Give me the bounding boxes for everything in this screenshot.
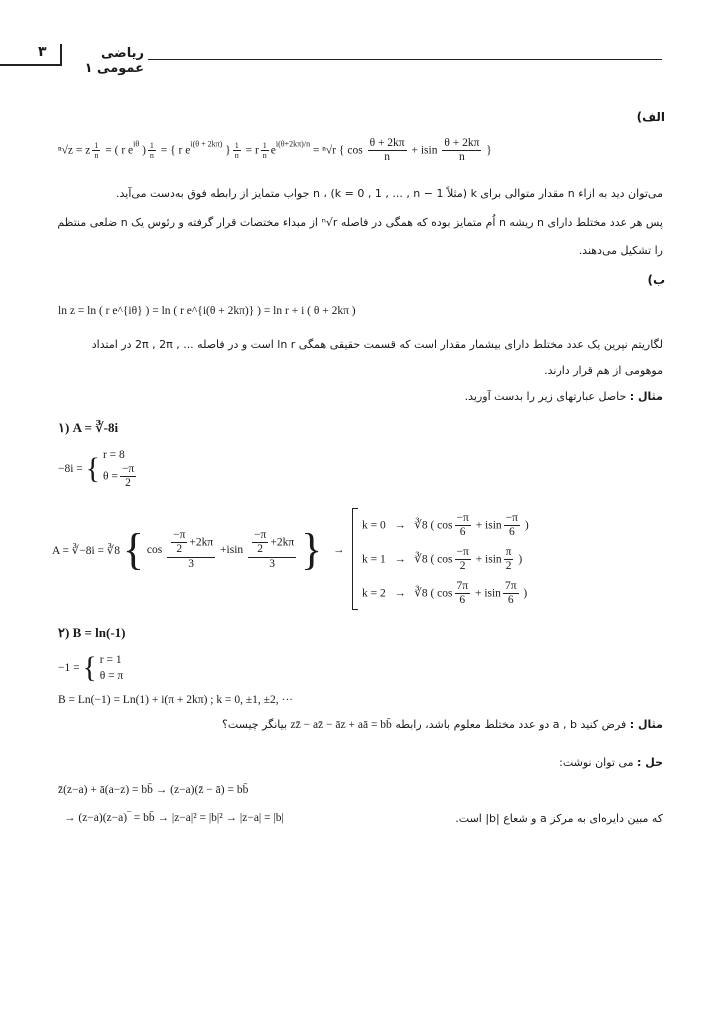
be-formula: ln z = ln ( r e^{iθ} ) = ln ( r e^{i(θ + 2kπ)} ) = ln r + i ( θ + 2kπ ) <box>58 305 356 317</box>
page-header <box>0 44 713 76</box>
example-label: مثال : <box>629 390 663 403</box>
page-number: ۳ <box>38 44 47 60</box>
solution-text: می توان نوشت: <box>559 756 634 769</box>
ex2-polar: −1 = { r = 1 θ = π <box>58 651 124 685</box>
be-text-line2: موهومی از هم قرار دارند. <box>544 364 663 377</box>
page-title: ریاضی عمومی ۱ <box>84 46 144 76</box>
alef-text-line2: پس هر عدد مختلط دارای n ریشه n اُم متمایز بوده که همگی در فاصله ⁿ√r از مبداء مختصات قرار گرفته و رئوس یک n ضلعی منتظم <box>57 216 663 229</box>
solution-line2: → (z−a)(z−a)‾ = bb̄ → |z−a|² = |b|² → |z−a| = |b| <box>64 812 284 824</box>
ex1-title: ١) A = ∛-8i <box>58 420 119 435</box>
be-text-line1: لگاریتم نپرین یک عدد مختلط دارای بیشمار مقدار است که قسمت حقیقی همگی ln r است و در فاصله ... , 2π , 2π در امتداد <box>91 338 663 351</box>
solution-line1: z̄(z−a) + ā(a−z) = bb̄ → (z−a)(z̄ − ā) = bb̄ <box>58 784 249 796</box>
solution-line2-text: که مبین دایره‌ای به مرکز a و شعاع |b| است. <box>455 812 663 825</box>
ex1-polar: −8i = { r = 8 θ = $\frac{-\pi}{2}$ <box>58 449 135 490</box>
example-text: حاصل عبارتهای زیر را بدست آورید. <box>464 390 627 403</box>
ex3-formula: zz̄ − az̄ − āz + aā = bb̄ <box>290 719 392 731</box>
ex3-text-after: بیانگر چیست؟ <box>222 718 288 731</box>
ex3-text-before: فرض کنید a , b دو عدد مختلط معلوم باشد، رابطه <box>395 718 627 731</box>
solution-line <box>53 756 663 769</box>
header-rule <box>148 59 662 60</box>
ex2-result: B = Ln(−1) = Ln(1) + i(π + 2kπ) ; k = 0, ±1, ±2, ··· <box>58 694 293 706</box>
ex3-label: مثال : <box>629 718 663 731</box>
alef-formula: ⁿ√z = z $\frac{1}{n}$ = ( r $e^{i\theta}$ ) $\frac{1}{n}$ = { r $e^{i(\theta + 2k\pi)}$ } $\frac{1}{n}$ = r $\frac{1}{n}$ $e^{i(\theta+2k\pi)/n} = ^n√r$ { cos $\frac{\theta + 2k\pi}{n}$ + isin $\frac{\theta + 2k\pi}{n}$ } <box>58 137 492 164</box>
alef-text-line3: را تشکیل می‌دهند. <box>578 244 663 257</box>
example-line <box>53 390 663 403</box>
solution-label: حل : <box>637 756 663 769</box>
ex2-title: ٢) B = ln(-1) <box>58 625 126 640</box>
section-alef-label: الف) <box>636 110 665 124</box>
page-number-box <box>0 44 62 66</box>
alef-text-line1: می‌توان دید به ازاء n مقدار متوالی برای k (مثلاً n ، (k = 0 , 1 , ... , n − 1 جواب متمایز از رابطه فوق به‌دست می‌آید. <box>116 187 663 200</box>
section-be-label: ب) <box>647 273 665 287</box>
ex1-A-formula: A = ∛−8i = ∛8 { cos $\frac{-\pi}{2}$ +2kπ 3 +isin $\frac{-\pi}{2}$ +2kπ 3 } → <box>52 525 345 574</box>
ex3-line <box>53 718 663 731</box>
